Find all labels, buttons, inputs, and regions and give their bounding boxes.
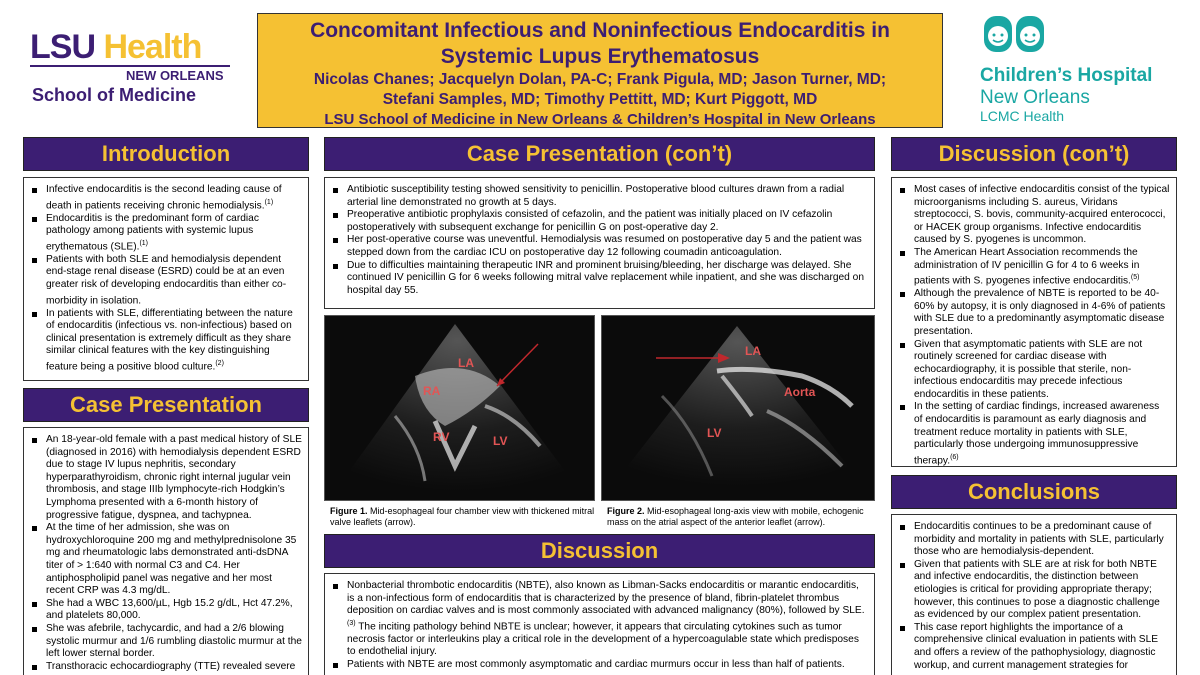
list-item: Patients with both SLE and hemodialysis dependent end-stage renal disease (ESRD) could be at an even greater risk of developing endocarditis than either co-morbidity in isolation.	[30, 254, 302, 308]
list-item: Transthoracic echocardiography (TTE) revealed severe	[30, 661, 302, 674]
case-presentation-list	[30, 434, 302, 673]
list-item: She was afebrile, tachycardic, and had a 2/6 blowing systolic murmur and 1/6 rumbling diastolic murmur at the left lower sternal border.	[30, 623, 302, 661]
poster-title-line-1: Concomitant Infectious and Noninfectious Endocarditis in	[310, 19, 890, 42]
childrens-logo-name: Children’s Hospital	[980, 65, 1153, 86]
lsu-health-logo	[30, 30, 240, 110]
conclusions-list	[898, 521, 1170, 672]
discussion-list	[331, 580, 868, 672]
list-item: Endocarditis continues to be a predominant cause of morbidity and mortality in patients with SLE, particularly those who are hemodialysis-dependent.	[898, 521, 1170, 559]
list-item: This case report highlights the importance of a comprehensive clinical evaluation in patients with SLE and offers a review of the pathophysiology, diagnostic workup, and current management strategies for	[898, 622, 1170, 672]
poster-title-box	[257, 13, 943, 128]
discussion-cont-section	[891, 177, 1177, 467]
discussion-cont-heading: Discussion (con’t)	[891, 137, 1177, 171]
figure-2-echo-image	[601, 315, 875, 501]
fig1-label-lv: LV	[493, 434, 508, 448]
childrens-logo-city: New Orleans	[980, 87, 1090, 108]
discussion-heading: Discussion	[324, 534, 875, 568]
introduction-list	[30, 184, 302, 374]
figure-1-caption: Figure 1. Mid-esophageal four chamber view with thickened mitral valve leaflets (arrow).	[330, 506, 595, 527]
list-item: Given that asymptomatic patients with SLE are not routinely screened for cardiac disease with echocardiography, it is possible that sterile, non-infectious endocarditis may precede infectious endocarditis in these patients.	[898, 339, 1170, 402]
childrens-logo-lcmc: LCMC Health	[980, 108, 1065, 124]
list-item: At the time of her admission, she was on hydroxychloroquine 200 mg and methylprednisolone 35 mg and rheumatologic labs demonstrated anti-dsDNA titer of > 1:640 with normal C3 and C4. Her antiphospholipid panel was negative and her most recent CRP was 4.3 mg/dL.	[30, 522, 302, 598]
case-cont-heading: Case Presentation (con’t)	[324, 137, 875, 171]
list-item: Antibiotic susceptibility testing showed sensitivity to penicillin. Postoperative blood cultures drawn from a radial arterial line demonstrated no growth at 5 days.	[331, 184, 868, 209]
case-presentation-heading: Case Presentation	[23, 388, 309, 422]
list-item: Although the prevalence of NBTE is reported to be 40-60% by autopsy, it is only diagnosed in 4-6% of patients with SLE due to a predominantly asymptomatic disease presentation.	[898, 288, 1170, 338]
discussion-section	[324, 573, 875, 675]
list-item: Most cases of infective endocarditis consist of the typical microorganisms including S. aureus, Viridans streptococci, S. bovis, community-acquired enterococci, or HACEK group organisms. Infective endocarditis caused by S. pyogenes is uncommon.	[898, 184, 1170, 247]
list-item: In patients with SLE, differentiating between the nature of endocarditis (infectious vs. non-infectious) based on clinical presentation is extremely difficult as they share similar clinical features with the key distinguishing feature being a positive blood culture.$^{(2)}$	[30, 308, 302, 374]
list-item: In the setting of cardiac findings, increased awareness of endocarditis is paramount as early diagnosis and treatment reduce mortality in patients with SLE, particularly those undergoing immunosuppressive therapy.$^{(6)}$	[898, 401, 1170, 467]
fig1-label-la: LA	[458, 356, 474, 370]
fig2-label-aorta: Aorta	[784, 385, 816, 399]
fig1-label-ra: RA	[423, 384, 441, 398]
list-item: Due to difficulties maintaining therapeutic INR and prominent bruising/bleeding, her discharge was delayed. She continued IV penicillin G for 6 weeks following mitral valve replacement while inpatient, and she was discharged on hospital day 55.	[331, 260, 868, 298]
list-item: Patients with NBTE are most commonly asymptomatic and cardiac murmurs occur in less than half of patients.	[331, 659, 868, 672]
list-item: An 18-year-old female with a past medical history of SLE (diagnosed in 2016) with hemodialysis dependent ESRD due to stage IV lupus nephritis, secondary hyperparathyroidism, chronic right internal jugular vein thrombosis, and stage IIIb lymphocyte-rich Hodgkin’s Lymphoma presented with a 6-month history of progressive fatigue, dyspnea, and tachypnea.	[30, 434, 302, 522]
authors-line-1: Nicolas Chanes; Jacquelyn Dolan, PA-C; Frank Pigula, MD; Jason Turner, MD;	[313, 71, 887, 88]
authors-line-2: Stefani Samples, MD; Timothy Pettitt, MD; Kurt Piggott, MD	[382, 91, 818, 108]
list-item: The American Heart Association recommends the administration of IV penicillin G for 4 to 6 weeks in patients with S. pyogenes infective endocarditis.$^{(5)}$	[898, 247, 1170, 288]
conclusions-heading: Conclusions	[891, 475, 1177, 509]
lsu-logo-school: School of Medicine	[32, 85, 197, 105]
list-item: She had a WBC 13,600/µL, Hgb 15.2 g/dL, Hct 47.2%, and platelets 80,000.	[30, 598, 302, 623]
figure-1-echo-image	[324, 315, 595, 501]
lsu-logo-wordmark	[30, 30, 240, 64]
introduction-heading: Introduction	[23, 137, 309, 171]
childrens-hospital-logo	[980, 14, 1180, 124]
list-item: Endocarditis is the predominant form of cardiac pathology among patients with systemic lupus erythematous (SLE).$^{(1)}$	[30, 213, 302, 254]
affiliation: LSU School of Medicine in New Orleans & Children’s Hospital in New Orleans	[324, 111, 876, 128]
discussion-cont-list	[898, 184, 1170, 468]
case-cont-list	[331, 184, 868, 297]
introduction-section	[23, 177, 309, 381]
case-cont-section	[324, 177, 875, 309]
lsu-logo-lsu: LSU	[30, 28, 95, 66]
fig2-label-la: LA	[745, 344, 761, 358]
lsu-logo-new-orleans: NEW ORLEANS	[126, 68, 224, 83]
childrens-faces-icon	[980, 14, 1050, 56]
list-item: Given that patients with SLE are at risk for both NBTE and infective endocarditis, the distinction between etiologies is critical for providing appropriate therapy; however, this continues to pose a diagnostic challenge as evidenced by our complex patient presentation.	[898, 559, 1170, 622]
lsu-logo-health: Health	[103, 28, 202, 66]
figure-2-caption: Figure 2. Mid-esophageal long-axis view with mobile, echogenic mass on the atrial aspect of the anterior leaflet (arrow).	[607, 506, 864, 527]
list-item: Nonbacterial thrombotic endocarditis (NBTE), also known as Libman-Sacks endocarditis or marantic endocarditis, is a non-infectious form of endocarditis that is characterized by the presence of bland, fibrin-platelet thrombus deposition on cardiac valves and is most commonly associated with advanced malignancy (80%), followed by SLE.$^{(3)}$ The inciting pathology behind NBTE is unclear; however, it appears that circulating cytokines such as tumor necrosis factor or interleukins play a critical role in the development of a hypercoagulable state which predisposes to endothelial injury.	[331, 580, 868, 659]
conclusions-section	[891, 514, 1177, 675]
poster-title-line-2: Systemic Lupus Erythematosus	[440, 45, 760, 68]
list-item: Her post-operative course was uneventful. Hemodialysis was resumed on postoperative day 5 and the patient was stepped down from the cardiac ICU on postoperative day 12 following coumadin anticoagulation.	[331, 234, 868, 259]
list-item: Preoperative antibiotic prophylaxis consisted of cefazolin, and the patient was initially placed on IV cefazolin postoperatively with subsequent exchange for penicillin G on post-operative day 2.	[331, 209, 868, 234]
fig1-label-rv: RV	[433, 430, 450, 444]
list-item: Infective endocarditis is the second leading cause of death in patients receiving chronic hemodialysis.$^{(1)}$	[30, 184, 302, 213]
fig2-label-lv: LV	[707, 426, 722, 440]
case-presentation-section	[23, 427, 309, 675]
